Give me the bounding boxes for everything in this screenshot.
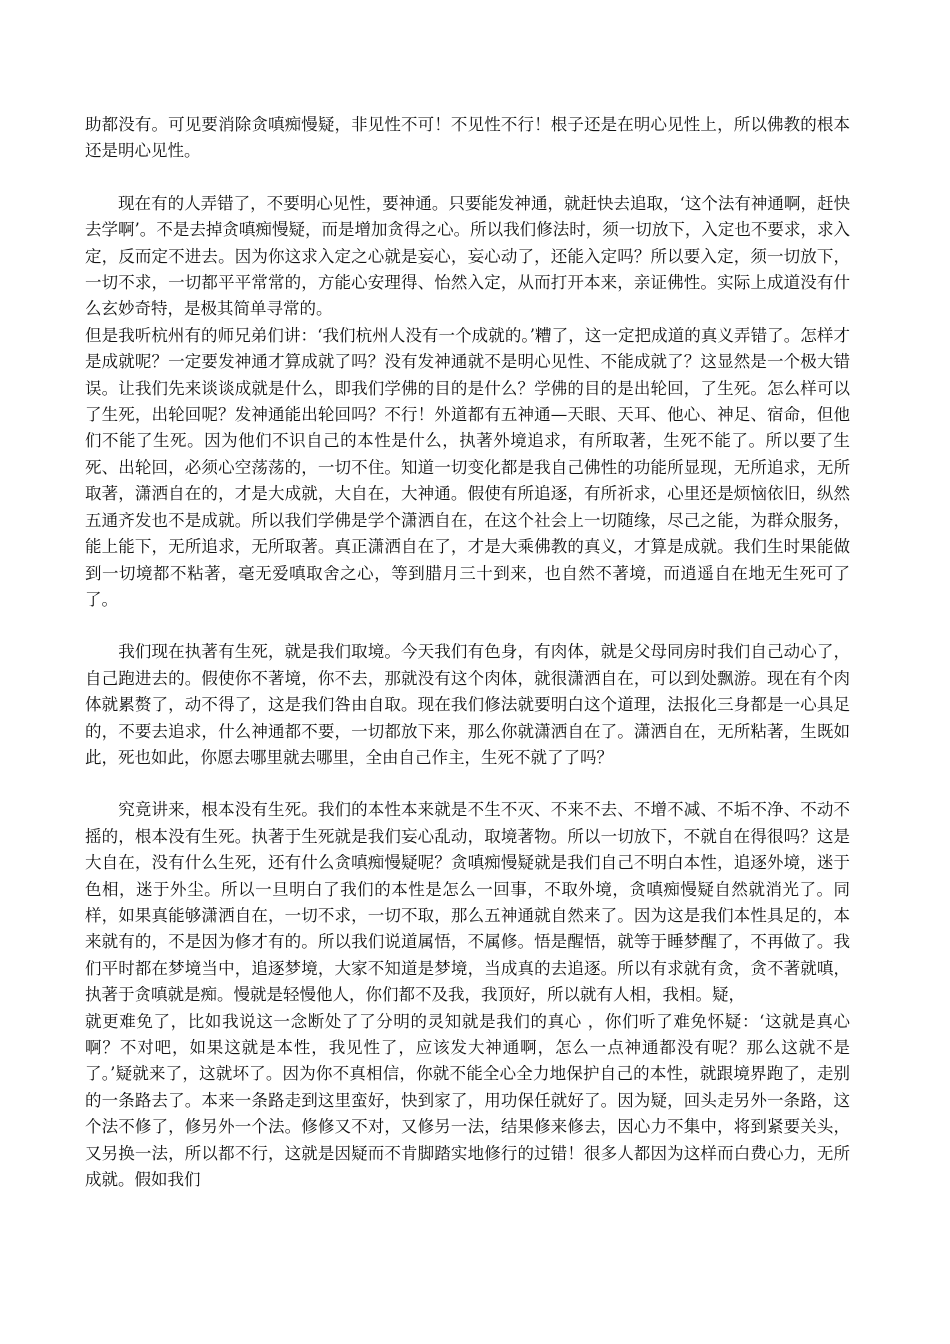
paragraph-1: 助都没有。可见要消除贪嗔痴慢疑，非见性不可！不见性不行！根子还是在明心见性上，所以佛教的根本还是明心见性。: [85, 115, 850, 161]
paragraph-4: 究竟讲来，根本没有生死。我们的本性本来就是不生不灭、不来不去、不增不减、不垢不净、不动不摇的，根本没有生死。执著于生死就是我们妄心乱动，取境著物。所以一切放下，不就自在得很吗？这是大自在，没有什么生死，还有什么贪嗔痴慢疑呢？贪嗔痴慢疑就是我们自己不明白本性，追逐外境，迷于色相，迷于外尘。所以一旦明白了我们的本性是怎么一回事，不取外境，贪嗔痴慢疑自然就消光了。同样，如果真能够潇洒自在，一切不求，一切不取，那么五神通就自然来了。因为这是我们本性具足的，本来就有的，不是因为修才有的。所以我们说道属悟，不属修。悟是醒悟，就等于睡梦醒了，不再做了。我们平时都在梦境当中，追逐梦境，大家不知道是梦境，当成真的去追逐。所以有求就有贪，贪不著就嗔，执著于贪嗔就是痴。慢就是轻慢他人，你们都不及我，我顶好，所以就有人相，我相。疑， 就更难免了，比如我说这一念断处了了分明的灵知就是我们的真心 ，你们听了难免怀疑：‘这就是真心啊？不对吧，如果这就是本性，我见性了，应该发大神通啊，怎么一点神通都没有呢？那么这就不是了。’疑就来了，这就坏了。因为你不真相信，你就不能全心全力地保护自己的本性，就跟境界跑了，走别的一条路去了。本来一条路走到这里蛮好，快到家了，用功保任就好了。因为疑，回头走另外一条路，这个法不修了，修另外一个法。修修又不对，又修另一法，结果修来修去，因心力不集中，将到紧要关头，又另换一法，所以都不行，这就是因疑而不肯脚踏实地修行的过错！很多人都因为这样而白费心力，无所成就。假如我们: [85, 800, 850, 1190]
paragraph-3: 我们现在执著有生死，就是我们取境。今天我们有色身，有肉体，就是父母同房时我们自己动心了，自己跑进去的。假使你不著境，你不去，那就没有这个肉体，就很潇洒自在，可以到处飘游。现在有个肉体就累赘了，动不得了，这是我们咎由自取。现在我们修法就要明白这个道理，法报化三身都是一心具足的，不要去追求，什么神通都不要，一切都放下来，那么你就潇洒自在了。潇洒自在，无所粘著，生既如此，死也如此，你愿去哪里就去哪里，全由自己作主，生死不就了了吗？: [85, 642, 850, 767]
document-page: [85, 112, 850, 1193]
paragraph-2: 现在有的人弄错了，不要明心见性，要神通。只要能发神通，就赶快去追取，‘这个法有神通啊，赶快去学啊’。不是去掉贪嗔痴慢疑，而是增加贪得之心。所以我们修法时，须一切放下，入定也不要求，求入定，反而定不进去。因为你这求入定之心就是妄心，妄心动了，还能入定吗？所以要入定，须一切放下，一切不求，一切都平平常常的，方能心安理得、怡然入定，从而打开本来，亲证佛性。实际上成道没有什么玄妙奇特，是极其简单寻常的。 但是我听杭州有的师兄弟们讲：‘我们杭州人没有一个成就的。’糟了，这一定把成道的真义弄错了。怎样才是成就呢？一定要发神通才算成就了吗？没有发神通就不是明心见性、不能成就了？这显然是一个极大错误。让我们先来谈谈成就是什么，即我们学佛的目的是什么？学佛的目的是出轮回，了生死。怎么样可以了生死，出轮回呢？发神通能出轮回吗？不行！外道都有五神通—天眼、天耳、他心、神足、宿命，但他们不能了生死。因为他们不识自己的本性是什么，执著外境追求，有所取著，生死不能了。所以要了生死、出轮回，必须心空荡荡的，一切不住。知道一切变化都是我自己佛性的功能所显现，无所追求，无所取著，潇洒自在的，才是大成就，大自在，大神通。假使有所追逐，有所祈求，心里还是烦恼依旧，纵然五通齐发也不是成就。所以我们学佛是学个潇洒自在，在这个社会上一切随缘，尽己之能，为群众服务，能上能下，无所追求，无所取著。真正潇洒自在了，才是大乘佛教的真义，才算是成就。我们生时果能做到一切境都不粘著，毫无爱嗔取舍之心，等到腊月三十到来，也自然不著境，而逍遥自在地无生死可了了。: [85, 193, 850, 609]
paragraph-gap: [85, 613, 850, 639]
paragraph-gap: [85, 165, 850, 191]
paragraph-gap: [85, 771, 850, 797]
